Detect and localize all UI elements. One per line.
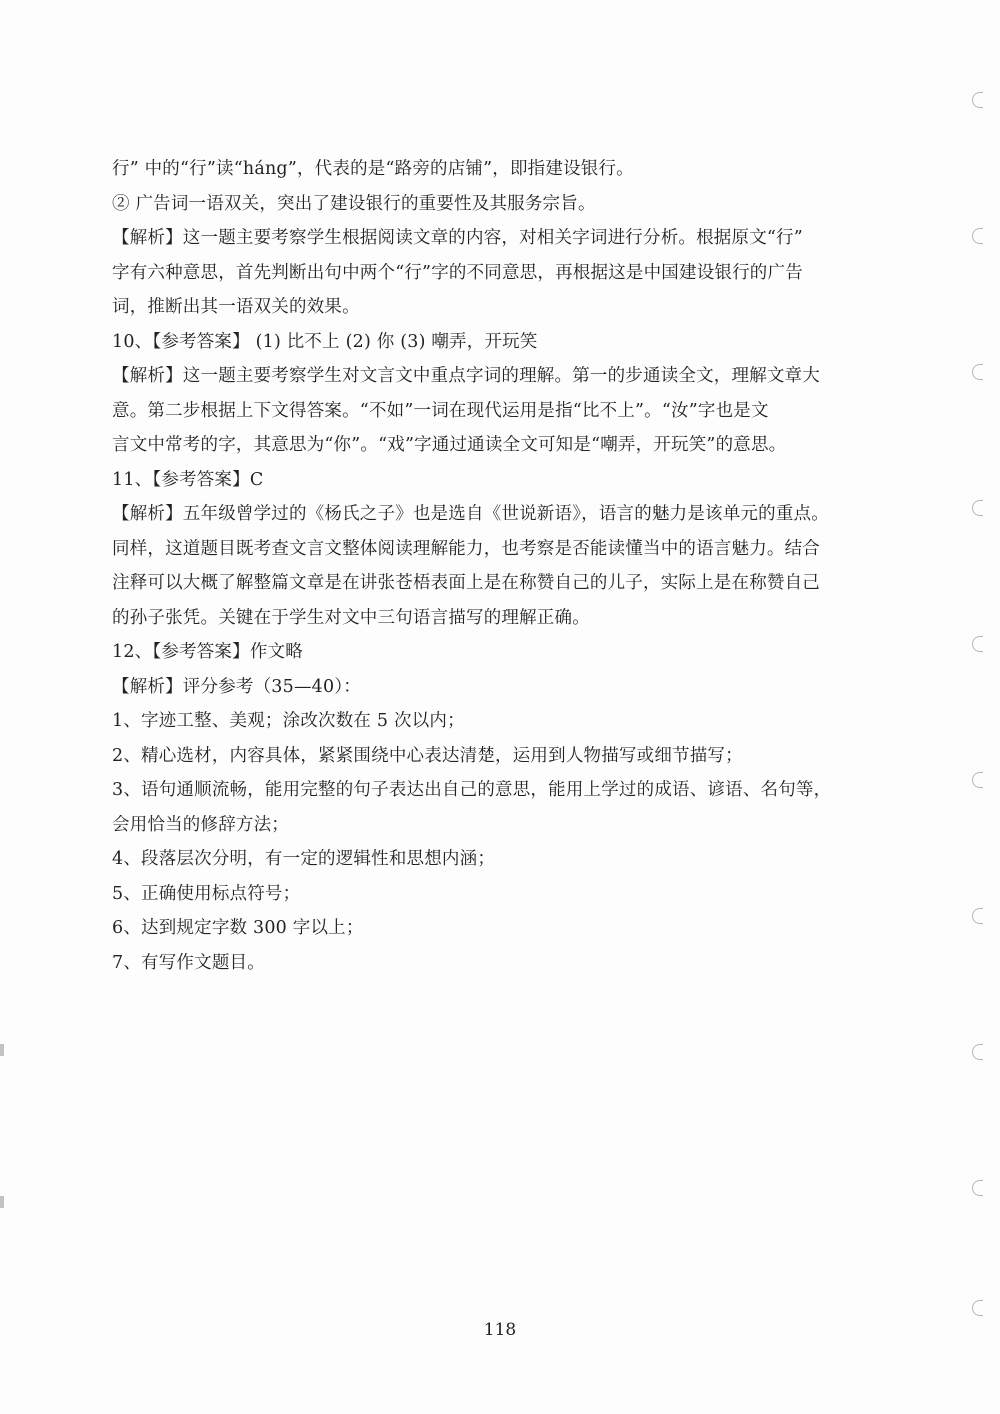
text-line: 【解析】这一题主要考察学生对文言文中重点字词的理解。第一的步通读全文，理解文章大 [112, 366, 820, 386]
punch-hole-mark [972, 92, 983, 108]
page-body [112, 152, 902, 980]
text-line: 3、语句通顺流畅，能用完整的句子表达出自己的意思，能用上学过的成语、谚语、名句等， [112, 780, 832, 800]
text-line: 注释可以大概了解整篇文章是在讲张苍梧表面上是在称赞自己的儿子，实际上是在称赞自己 [112, 573, 820, 593]
punch-hole-mark [972, 228, 983, 244]
text-line: 5、正确使用标点符号； [112, 883, 301, 904]
text-line: 2、精心选材，内容具体，紧紧围绕中心表达清楚，运用到人物描写或细节描写； [112, 745, 743, 766]
text-line: 词，推断出其一语双关的效果。 [112, 297, 360, 317]
text-line: 6、达到规定字数 300 字以上； [112, 918, 364, 938]
text-line: 11、【参考答案】C [112, 469, 264, 490]
text-line: 12、【参考答案】作文略 [112, 642, 303, 662]
text-line: 10、【参考答案】 (1) 比不上 (2) 你 (3) 嘲弄，开玩笑 [112, 331, 538, 352]
text-line: 【解析】评分参考（35—40）： [112, 676, 361, 697]
text-line: 行” 中的“行”读“háng”，代表的是“路旁的店铺”，即指建设银行。 [112, 159, 634, 179]
text-line: 会用恰当的修辞方法； [112, 814, 289, 835]
text-line: 【解析】这一题主要考察学生根据阅读文章的内容，对相关字词进行分析。根据原文“行” [112, 228, 803, 248]
punch-hole-mark [972, 364, 983, 380]
text-line: 同样，这道题目既考查文言文整体阅读理解能力，也考察是否能读懂当中的语言魅力。结合 [112, 538, 820, 559]
text-line: 【解析】五年级曾学过的《杨氏之子》也是选自《世说新语》，语言的魅力是该单元的重点。 [112, 504, 829, 524]
punch-hole-mark [972, 500, 983, 516]
punch-hole-mark [972, 908, 983, 924]
scan-edge-mark [0, 1196, 4, 1208]
text-line: 的孙子张凭。关键在于学生对文中三句语言描写的理解正确。 [112, 607, 590, 628]
punch-hole-mark [972, 772, 983, 788]
page-number: 118 [483, 1320, 517, 1340]
text-line: 字有六种意思，首先判断出句中两个“行”字的不同意思，再根据这是中国建设银行的广告 [112, 262, 803, 283]
punch-hole-mark [972, 1180, 983, 1196]
text-line: 意。第二步根据上下文得答案。“不如”一词在现代运用是指“比不上”。“汝”字也是文 [112, 400, 769, 421]
punch-hole-mark [972, 1044, 983, 1060]
scan-edge-mark [0, 1044, 4, 1056]
text-line: 1、字迹工整、美观；涂改次数在 5 次以内； [112, 711, 465, 731]
text-line: ② 广告词一语双关，突出了建设银行的重要性及其服务宗旨。 [112, 193, 596, 214]
punch-hole-mark [972, 636, 983, 652]
text-line: 4、段落层次分明，有一定的逻辑性和思想内涵； [112, 849, 496, 869]
punch-hole-mark [972, 1300, 983, 1316]
text-line: 言文中常考的字，其意思为“你”。“戏”字通过通读全文可知是“嘲弄，开玩笑”的意思。 [112, 435, 787, 455]
text-line: 7、有写作文题目。 [112, 952, 265, 973]
